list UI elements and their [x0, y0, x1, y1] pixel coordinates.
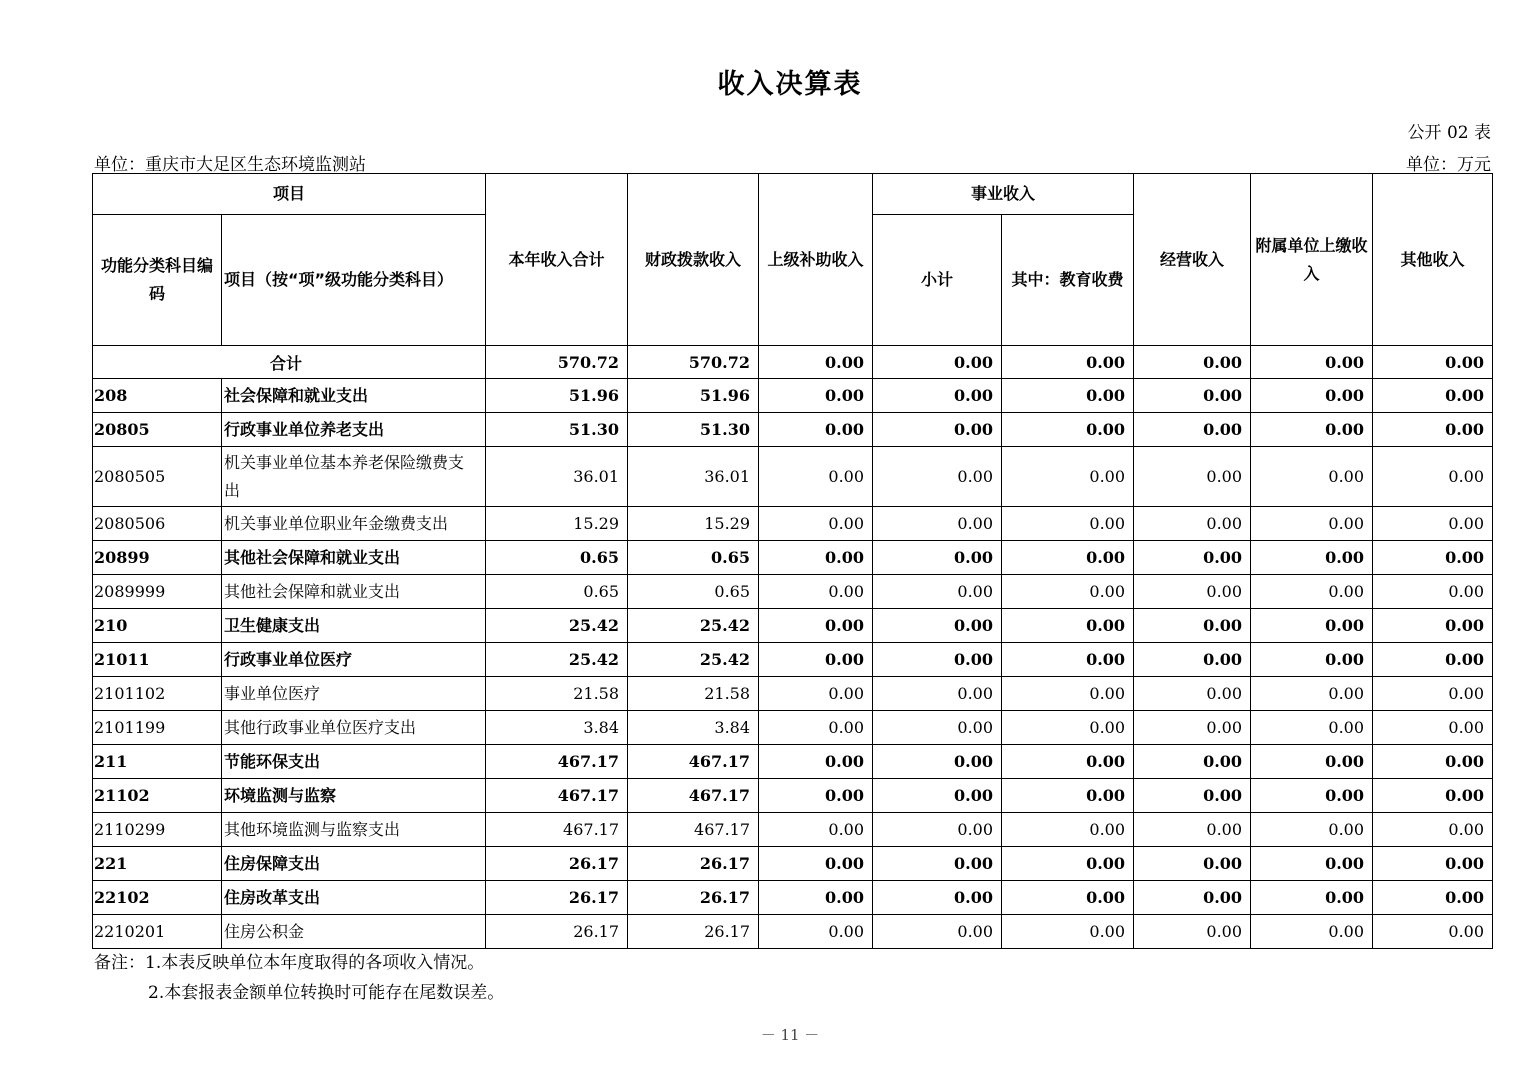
row-value: 467.17 [628, 779, 759, 813]
row-value: 0.00 [1134, 779, 1251, 813]
row-value: 0.00 [1373, 379, 1493, 413]
row-value: 0.00 [1002, 847, 1134, 881]
row-value: 0.00 [759, 711, 873, 745]
row-value: 0.65 [486, 575, 628, 609]
total-cell: 0.00 [759, 346, 873, 379]
income-table [92, 173, 1493, 949]
row-value: 0.00 [1251, 447, 1373, 507]
table-row [93, 711, 1493, 745]
form-number: 公开 02 表 [1407, 123, 1491, 143]
row-value: 0.00 [1251, 541, 1373, 575]
row-value: 0.00 [873, 847, 1002, 881]
row-value: 0.00 [873, 609, 1002, 643]
row-code: 2080506 [93, 507, 222, 541]
header-superior-subsidy: 上级补助收入 [759, 174, 873, 346]
header-function-code: 功能分类科目编码 [93, 215, 222, 346]
row-value: 0.00 [1251, 575, 1373, 609]
row-value: 0.65 [486, 541, 628, 575]
total-label: 合计 [93, 346, 486, 379]
table-row [93, 447, 1493, 507]
table-row [93, 379, 1493, 413]
table-row [93, 507, 1493, 541]
row-value: 0.00 [1134, 575, 1251, 609]
row-value: 0.00 [1002, 507, 1134, 541]
row-name: 住房改革支出 [222, 881, 486, 915]
row-value: 0.00 [873, 643, 1002, 677]
row-code: 208 [93, 379, 222, 413]
row-value: 51.30 [628, 413, 759, 447]
row-value: 25.42 [486, 643, 628, 677]
row-value: 0.00 [873, 541, 1002, 575]
row-value: 25.42 [628, 643, 759, 677]
row-value: 0.00 [1251, 711, 1373, 745]
row-value: 0.00 [1002, 813, 1134, 847]
row-value: 0.00 [1134, 541, 1251, 575]
row-value: 0.00 [1134, 643, 1251, 677]
header-subtotal: 小计 [873, 215, 1002, 346]
row-value: 0.00 [759, 813, 873, 847]
header-affiliated-income: 附属单位上缴收入 [1251, 174, 1373, 346]
row-value: 0.00 [759, 507, 873, 541]
row-value: 26.17 [486, 881, 628, 915]
table-row [93, 677, 1493, 711]
row-value: 0.00 [1002, 413, 1134, 447]
total-cell: 0.00 [873, 346, 1002, 379]
row-value: 3.84 [486, 711, 628, 745]
row-value: 51.96 [486, 379, 628, 413]
row-value: 0.00 [873, 575, 1002, 609]
row-value: 26.17 [486, 847, 628, 881]
header-fiscal-income: 财政拨款收入 [628, 174, 759, 346]
row-value: 0.00 [1002, 915, 1134, 949]
row-value: 0.00 [1002, 643, 1134, 677]
row-value: 0.00 [873, 711, 1002, 745]
row-value: 0.00 [1134, 413, 1251, 447]
total-cell: 0.00 [1251, 346, 1373, 379]
total-cell: 570.72 [486, 346, 628, 379]
row-value: 0.65 [628, 575, 759, 609]
row-value: 0.00 [1002, 745, 1134, 779]
row-value: 51.30 [486, 413, 628, 447]
table-row [93, 541, 1493, 575]
table-header [93, 174, 1493, 346]
row-value: 15.29 [628, 507, 759, 541]
row-value: 0.00 [1134, 813, 1251, 847]
table-row [93, 847, 1493, 881]
row-value: 0.00 [1002, 447, 1134, 507]
row-value: 467.17 [486, 745, 628, 779]
row-name: 社会保障和就业支出 [222, 379, 486, 413]
row-value: 0.00 [1002, 541, 1134, 575]
row-name: 住房保障支出 [222, 847, 486, 881]
row-value: 0.00 [1134, 379, 1251, 413]
row-code: 21011 [93, 643, 222, 677]
row-name: 行政事业单位养老支出 [222, 413, 486, 447]
row-name: 环境监测与监察 [222, 779, 486, 813]
row-value: 21.58 [628, 677, 759, 711]
row-name: 机关事业单位职业年金缴费支出 [222, 507, 486, 541]
row-value: 0.00 [1251, 847, 1373, 881]
row-value: 0.00 [1134, 915, 1251, 949]
row-value: 0.00 [1002, 779, 1134, 813]
table-row [93, 643, 1493, 677]
row-value: 0.00 [1134, 711, 1251, 745]
row-code: 20899 [93, 541, 222, 575]
row-value: 0.00 [1134, 447, 1251, 507]
row-value: 0.00 [1002, 881, 1134, 915]
row-code: 210 [93, 609, 222, 643]
header-project: 项目 [93, 174, 486, 215]
table-row [93, 575, 1493, 609]
table-row [93, 813, 1493, 847]
row-value: 0.00 [873, 813, 1002, 847]
row-name: 其他行政事业单位医疗支出 [222, 711, 486, 745]
row-value: 0.00 [1373, 847, 1493, 881]
row-value: 0.00 [1373, 541, 1493, 575]
row-value: 0.00 [873, 447, 1002, 507]
row-value: 0.00 [1134, 847, 1251, 881]
row-code: 2101102 [93, 677, 222, 711]
row-value: 0.00 [759, 541, 873, 575]
row-value: 0.00 [1373, 813, 1493, 847]
row-name: 其他环境监测与监察支出 [222, 813, 486, 847]
row-value: 0.00 [873, 779, 1002, 813]
total-row [93, 346, 1493, 379]
row-value: 0.00 [1134, 745, 1251, 779]
row-value: 36.01 [486, 447, 628, 507]
row-value: 0.00 [1373, 745, 1493, 779]
row-name: 住房公积金 [222, 915, 486, 949]
row-name: 机关事业单位基本养老保险缴费支出 [222, 447, 486, 507]
row-value: 0.00 [873, 915, 1002, 949]
header-other-income: 其他收入 [1373, 174, 1493, 346]
row-value: 36.01 [628, 447, 759, 507]
page-number: － 11 － [760, 1026, 820, 1044]
row-value: 0.00 [1251, 413, 1373, 447]
row-value: 0.00 [1134, 677, 1251, 711]
row-value: 0.00 [759, 379, 873, 413]
header-total-income: 本年收入合计 [486, 174, 628, 346]
row-name: 其他社会保障和就业支出 [222, 541, 486, 575]
row-code: 20805 [93, 413, 222, 447]
total-cell: 570.72 [628, 346, 759, 379]
row-value: 0.00 [759, 575, 873, 609]
row-code: 2110299 [93, 813, 222, 847]
row-value: 0.00 [873, 677, 1002, 711]
row-value: 0.00 [759, 915, 873, 949]
row-name: 卫生健康支出 [222, 609, 486, 643]
currency-unit: 单位：万元 [1406, 155, 1491, 175]
row-value: 0.00 [759, 447, 873, 507]
row-value: 0.00 [873, 379, 1002, 413]
row-code: 2080505 [93, 447, 222, 507]
row-value: 0.00 [873, 881, 1002, 915]
row-value: 26.17 [486, 915, 628, 949]
page-title: 收入决算表 [717, 69, 863, 100]
note-1: 备注：1.本表反映单位本年度取得的各项收入情况。 [94, 953, 485, 973]
row-value: 3.84 [628, 711, 759, 745]
row-code: 21102 [93, 779, 222, 813]
row-value: 0.00 [759, 779, 873, 813]
row-value: 0.00 [1373, 779, 1493, 813]
row-value: 0.00 [759, 643, 873, 677]
row-value: 0.00 [1251, 881, 1373, 915]
row-value: 0.00 [1373, 881, 1493, 915]
row-name: 其他社会保障和就业支出 [222, 575, 486, 609]
row-code: 221 [93, 847, 222, 881]
row-code: 2210201 [93, 915, 222, 949]
row-value: 0.00 [1002, 609, 1134, 643]
table-row [93, 881, 1493, 915]
row-value: 0.00 [759, 881, 873, 915]
row-value: 0.00 [1373, 447, 1493, 507]
row-value: 0.00 [873, 745, 1002, 779]
total-cell: 0.00 [1134, 346, 1251, 379]
row-value: 0.00 [1373, 575, 1493, 609]
total-cell: 0.00 [1002, 346, 1134, 379]
row-value: 0.00 [873, 413, 1002, 447]
row-value: 0.00 [1134, 609, 1251, 643]
row-value: 15.29 [486, 507, 628, 541]
row-value: 0.00 [1373, 507, 1493, 541]
row-value: 26.17 [628, 847, 759, 881]
header-education-fee: 其中：教育收费 [1002, 215, 1134, 346]
row-value: 0.00 [1251, 745, 1373, 779]
row-value: 51.96 [628, 379, 759, 413]
row-value: 0.65 [628, 541, 759, 575]
row-value: 0.00 [1134, 881, 1251, 915]
row-value: 0.00 [1134, 507, 1251, 541]
row-value: 0.00 [1251, 379, 1373, 413]
row-value: 0.00 [1251, 609, 1373, 643]
header-business-income: 事业收入 [873, 174, 1134, 215]
row-value: 0.00 [759, 677, 873, 711]
row-value: 467.17 [486, 779, 628, 813]
reporting-unit: 单位：重庆市大足区生态环境监测站 [94, 155, 366, 175]
table-row [93, 413, 1493, 447]
row-value: 0.00 [1373, 915, 1493, 949]
row-value: 0.00 [1251, 677, 1373, 711]
note-2: 2.本套报表金额单位转换时可能存在尾数误差。 [148, 983, 505, 1003]
table-row [93, 779, 1493, 813]
row-code: 2101199 [93, 711, 222, 745]
row-value: 467.17 [486, 813, 628, 847]
table-row [93, 609, 1493, 643]
total-cell: 0.00 [1373, 346, 1493, 379]
row-value: 25.42 [486, 609, 628, 643]
row-value: 0.00 [1373, 609, 1493, 643]
row-value: 25.42 [628, 609, 759, 643]
row-value: 467.17 [628, 745, 759, 779]
row-value: 0.00 [1251, 813, 1373, 847]
row-value: 0.00 [1251, 779, 1373, 813]
row-value: 0.00 [759, 745, 873, 779]
row-value: 0.00 [1251, 507, 1373, 541]
row-value: 0.00 [759, 847, 873, 881]
row-value: 0.00 [1002, 711, 1134, 745]
row-value: 0.00 [1373, 711, 1493, 745]
row-name: 节能环保支出 [222, 745, 486, 779]
row-value: 0.00 [759, 413, 873, 447]
row-value: 0.00 [759, 609, 873, 643]
row-value: 0.00 [1251, 915, 1373, 949]
row-value: 0.00 [1373, 677, 1493, 711]
row-code: 211 [93, 745, 222, 779]
row-name: 事业单位医疗 [222, 677, 486, 711]
row-value: 0.00 [1002, 677, 1134, 711]
row-value: 0.00 [1373, 643, 1493, 677]
row-code: 22102 [93, 881, 222, 915]
row-value: 0.00 [1373, 413, 1493, 447]
row-name: 行政事业单位医疗 [222, 643, 486, 677]
row-value: 0.00 [873, 507, 1002, 541]
header-item-name: 项目（按“项”级功能分类科目） [222, 215, 486, 346]
header-operation-income: 经营收入 [1134, 174, 1251, 346]
row-value: 467.17 [628, 813, 759, 847]
row-code: 2089999 [93, 575, 222, 609]
table-body [93, 346, 1493, 949]
row-value: 0.00 [1002, 379, 1134, 413]
row-value: 21.58 [486, 677, 628, 711]
row-value: 26.17 [628, 915, 759, 949]
table-row [93, 745, 1493, 779]
row-value: 26.17 [628, 881, 759, 915]
table-row [93, 915, 1493, 949]
row-value: 0.00 [1002, 575, 1134, 609]
row-value: 0.00 [1251, 643, 1373, 677]
